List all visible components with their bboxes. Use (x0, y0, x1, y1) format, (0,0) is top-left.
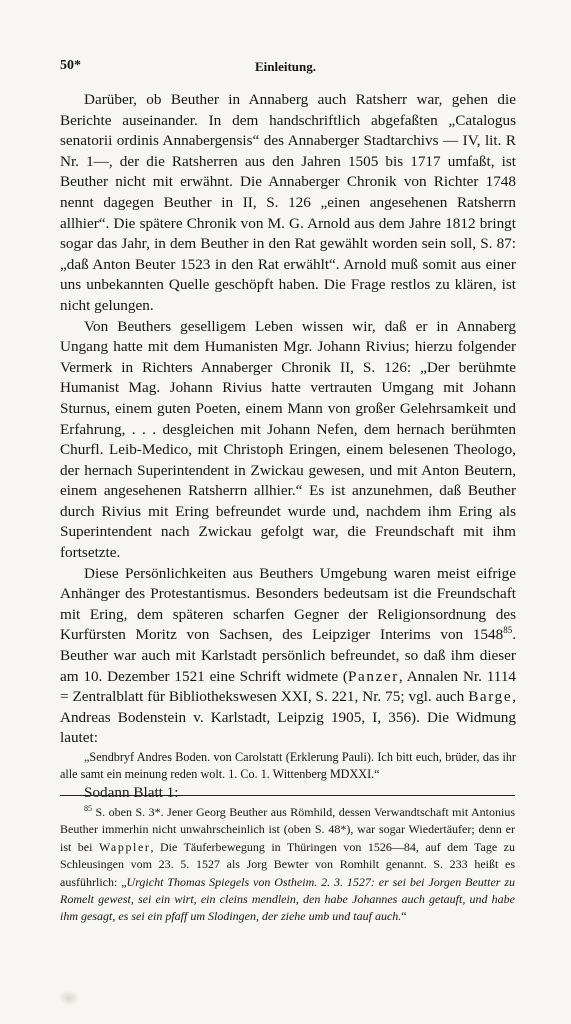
footnote-85 (60, 800, 515, 926)
running-title: Einleitung. (254, 59, 317, 74)
footnote-marker: 85 (84, 804, 92, 813)
paragraph-geselliges-leben: Von Beuthers geselligem Leben wissen wir, daß er in Annaberg Ungang hatte mit dem Humanisten Mgr. Johann Rivius; hierzu folgender Vermerk in Richters Annaberger Chronik II, S. 126: „Der berühmte Humanist Mag. Johann Rivius hatte vertrauten Umgang mit Johann Sturnus, einem guten Poeten, einem Mann von großer Gelehrsamkeit und Erfahrung, . . . desgleichen mit Johann Nefen, dem hernach berühmten Churfl. Leib-Medico, mit Christoph Eringen, einem belesenen Theologo, der hernach Superintendent in Zwickau gewesen, und mit Anton Beutern, einem angesehenen Ratsherrn allhier.“ Es ist anzunehmen, daß Beuther durch Rivius mit Ering befreundet wurde und, nachdem ihm Ering als Superintendent nach Zwickau gefolgt war, die Freundschaft mit ihm fortsetzte. (60, 317, 516, 562)
sodann-line: Sodann Blatt 1: (84, 784, 179, 801)
author-barge: Barge (468, 688, 513, 706)
footnote-divider (60, 795, 515, 796)
author-panzer: Panzer (348, 667, 399, 685)
paragraph-text: , Annalen Nr. 1114 = Zentralblatt für Bibliothekswesen XXI, S. 221, Nr. 75; vgl. auch (60, 667, 517, 706)
footnote-italic-quote: Urgicht Thomas Spiegels von Ostheim. 2. 3. 1527: er sei bei Jorgen Beutter zu Romelt gewest, sei ein wirt, ein cleins mendlein, den habe Johannes auch getauft, und habe ihm gesagt, es sei ein pfaff um Slodingen, der ziehe umb und tauf auch. (60, 874, 515, 924)
main-text (60, 90, 516, 804)
footnote-text: “ (401, 909, 407, 924)
author-wappler: Wappler (98, 839, 151, 854)
paragraph-ratsherr: Darüber, ob Beuther in Annaberg auch Ratsherr war, gehen die Berichte auseinander. In dem handschriftlich abgefaßten „Catalogus senatorii ordinis Annabergensis“ des Annaberger Stadtarchivs — IV, lit. R Nr. 1—, der die Ratsherren aus den Jahren 1505 bis 1717 umfaßt, ist Beuther nicht mit erwähnt. Die Annaberger Chronik von Richter 1748 nennt dagegen Beuther in II, S. 126 „einen angesehenen Ratsherrn allhier“. Die spätere Chronik von M. G. Arnold aus dem Jahre 1812 bringt sogar das Jahr, in dem Beuther in den Rat gewählt worden sein soll, S. 87: „daß Anton Beuter 1523 in den Rat erwählt“. Arnold muß somit aus einer uns unbekannten Quelle geschöpft haben. Die Frage restlos zu klären, ist nicht gelungen. (60, 91, 516, 314)
dedication-quote: „Sendbryf Andres Boden. von Carolstatt (Erklerung Pauli). Ich bitt euch, brüder, das ihr alle samt ein meinung reden wolt. 1. Co. 1. Wittenberg MDXXI.“ (60, 750, 516, 781)
footnote (60, 800, 515, 926)
paragraph-persoenlichkeiten (60, 564, 516, 749)
footnote-text: , Die Täuferbewegung in Thüringen von 1526—84, auf dem Tage zu Schleusingen vom 23. 5. 1527 als Jorg Bewter von Romhilt genannt. S. 233 heißt es ausführlich: „ (60, 839, 515, 889)
footnote-text: S. oben S. 3*. Jener Georg Beuther aus Römhild, dessen Verwandtschaft mit Antonius Beuther immerhin nicht unwahrscheinlich ist (oben S. 48*), war sogar Wiedertäufer; denn er ist bei (60, 805, 515, 854)
footnote-reference[interactable]: 85 (503, 625, 513, 636)
paragraph-text: , Andreas Bodenstein v. Karlstadt, Leipzig 1905, I, 356). Die Widmung lautet: (60, 688, 516, 747)
page-number: 50* (60, 58, 81, 73)
paragraph-text: Diese Persönlichkeiten aus Beuthers Umgebung waren meist eifrige Anhänger des Protestantismus. Besonders bedeutsam ist die Freundschaft mit Ering, dem späteren scharfen Gegner der Religionsordnung des Kurfürsten Moritz von Sachsen, des Leipziger Interims von 1548 (60, 564, 516, 644)
page-header (60, 58, 511, 78)
paragraph-text: . Beuther war auch mit Karlstadt persönlich befreundet, so daß ihm dieser am 10. Dezember 1521 eine Schrift widmete ( (60, 626, 516, 685)
paper-smudge (58, 990, 80, 1006)
